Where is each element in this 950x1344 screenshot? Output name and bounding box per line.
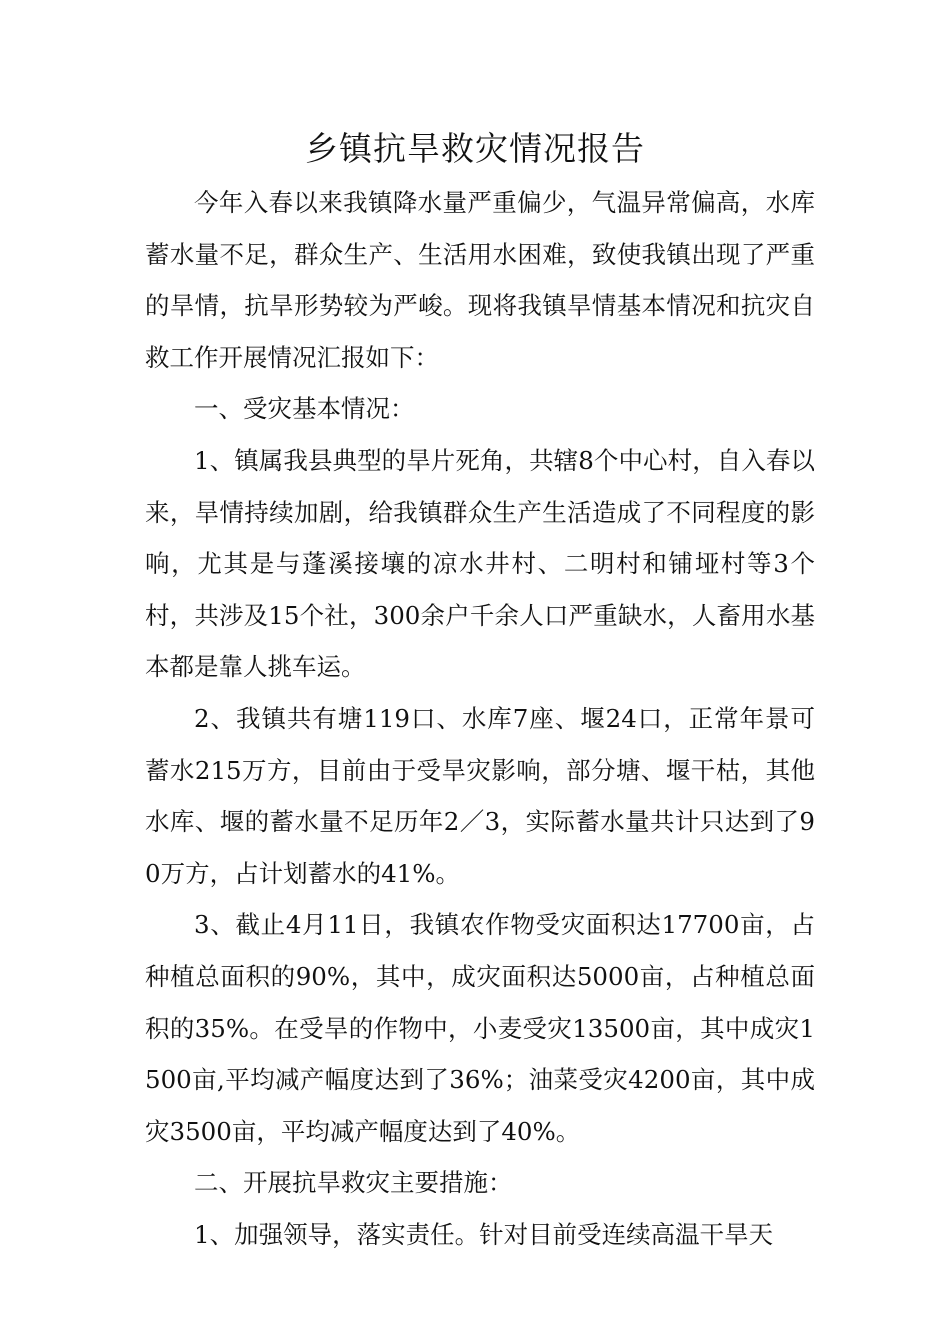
paragraph-item-1: 1、镇属我县典型的旱片死角，共辖8个中心村，自入春以来，旱情持续加剧，给我镇群众生产生活造成了不同程度的影响，尤其是与蓬溪接壤的凉水井村、二明村和铺垭村等3个村，共涉及15个社，300余户千余人口严重缺水，人畜用水基本都是靠人挑车运。 [145,445,815,682]
document-title: 乡镇抗旱救灾情况报告 [305,129,645,168]
heading-disaster-situation: 一、受灾基本情况： [194,394,415,424]
paragraph-measure-1: 1、加强领导，落实责任。针对目前受连续高温干旱天 [194,1219,774,1249]
heading-measures: 二、开展抗旱救灾主要措施： [194,1168,513,1198]
paragraph-item-3: 3、截止4月11日，我镇农作物受灾面积达17700亩，占种植总面积的90%，其中，成灾面积达5000亩，占种植总面积的35%。在受旱的作物中，小麦受灾13500亩，其中成灾1500亩,平均减产幅度达到了36%；油菜受灾4200亩，其中成灾3500亩，平均减产幅度达到了40%。 [145,910,815,1146]
paragraph-intro: 今年入春以来我镇降水量严重偏少，气温异常偏高，水库蓄水量不足，群众生产、生活用水困难，致使我镇出现了严重的旱情，抗旱形势较为严峻。现将我镇旱情基本情况和抗灾自救工作开展情况汇报如下： [145,188,815,372]
document-body [145,177,815,1260]
paragraph-item-2: 2、我镇共有塘119口、水库7座、堰24口，正常年景可蓄水215万方，目前由于受旱灾影响，部分塘、堰干枯，其他水库、堰的蓄水量不足历年2／3，实际蓄水量共计只达到了90万方，占计划蓄水的41%。 [145,703,815,888]
